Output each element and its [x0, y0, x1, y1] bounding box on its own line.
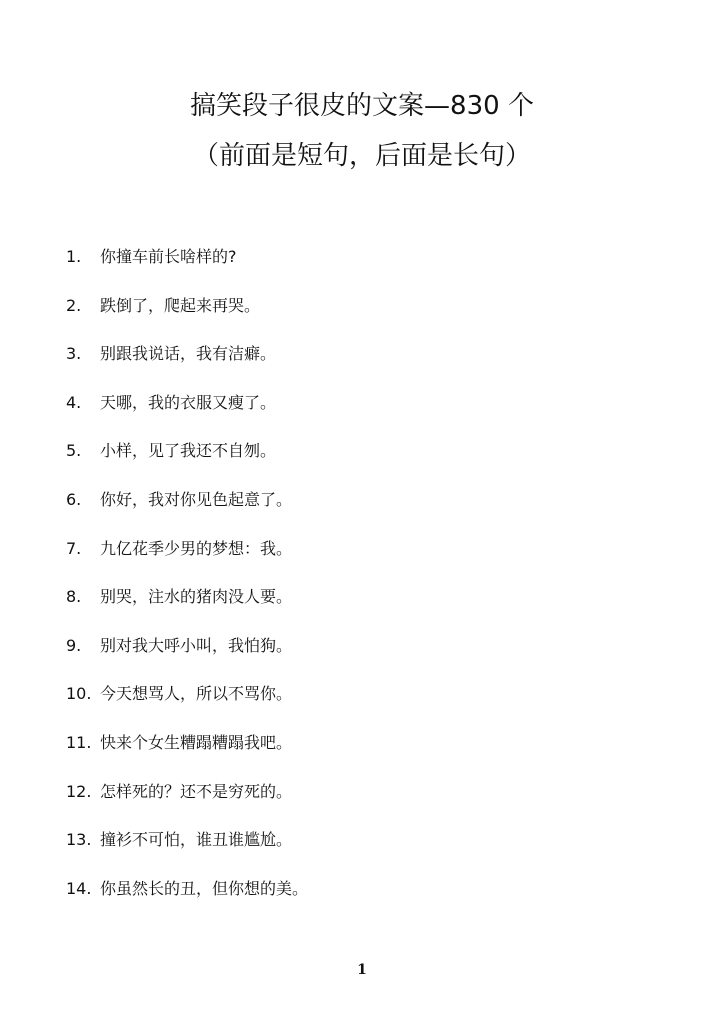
item-number: 13. — [66, 830, 92, 850]
list-item — [66, 632, 308, 681]
item-text: 跌倒了，爬起来再哭。 — [100, 295, 261, 315]
item-number: 7. — [66, 538, 82, 558]
list-item — [66, 535, 308, 584]
list-item — [66, 292, 308, 341]
item-text: 别对我大呼小叫，我怕狗。 — [100, 635, 293, 655]
item-text: 天哪，我的衣服又瘦了。 — [100, 392, 277, 412]
list-item — [66, 437, 308, 486]
list-item — [66, 583, 308, 632]
item-number: 12. — [66, 781, 92, 801]
joke-list — [66, 243, 308, 923]
item-number: 1. — [66, 247, 82, 266]
page-subtitle: （前面是短句，后面是长句） — [192, 141, 531, 171]
list-item — [66, 389, 308, 438]
list-item — [66, 875, 308, 924]
list-item — [66, 778, 308, 827]
item-text: 快来个女生糟蹋糟蹋我吧。 — [100, 732, 293, 752]
list-item — [66, 680, 308, 729]
list-item — [66, 826, 308, 875]
item-number: 6. — [66, 489, 82, 509]
item-text: 别跟我说话，我有洁癖。 — [100, 344, 277, 364]
item-number: 2. — [66, 295, 82, 315]
list-item — [66, 729, 308, 778]
item-number: 3. — [66, 344, 82, 364]
item-text: 别哭，注水的猪肉没人要。 — [100, 587, 293, 607]
item-text: 今天想骂人，所以不骂你。 — [100, 684, 293, 704]
item-number: 4. — [66, 392, 82, 412]
item-text: 撞衫不可怕，谁丑谁尴尬。 — [100, 830, 293, 850]
item-text: 九亿花季少男的梦想：我。 — [100, 538, 293, 558]
list-item — [66, 486, 308, 535]
item-number: 9. — [66, 635, 82, 655]
item-number: 8. — [66, 587, 82, 607]
page-number: 1 — [357, 962, 367, 978]
item-number: 14. — [66, 878, 92, 898]
item-text: 怎样死的？还不是穷死的。 — [100, 781, 293, 801]
item-number: 11. — [66, 732, 92, 752]
item-text: 你撞车前长啥样的? — [100, 247, 237, 266]
list-item — [66, 243, 308, 292]
page-title: 搞笑段子很皮的文案—830 个 — [190, 91, 534, 121]
item-text: 小样，见了我还不自刎。 — [100, 441, 277, 461]
item-number: 5. — [66, 441, 82, 461]
item-text: 你好，我对你见色起意了。 — [100, 489, 293, 509]
list-item — [66, 340, 308, 389]
item-number: 10. — [66, 684, 92, 704]
item-text: 你虽然长的丑，但你想的美。 — [100, 878, 309, 898]
